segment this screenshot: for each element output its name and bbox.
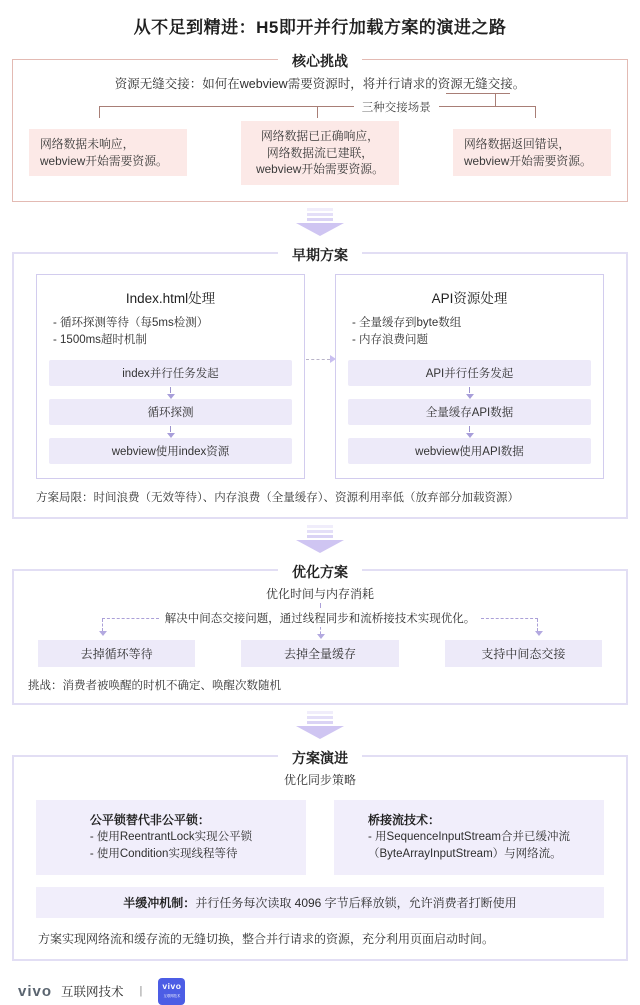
section-header-core-challenge: 核心挑战: [278, 51, 362, 71]
optimization-item-1: 去掉循环等待: [38, 640, 195, 667]
half-buffer-box: [36, 887, 604, 918]
section-header-optimization: 优化方案: [278, 562, 362, 582]
optimization-note-row: [102, 610, 538, 626]
footer: [18, 978, 640, 1005]
fair-lock-card: [36, 800, 306, 875]
fair-lock-title: 公平锁替代非公平锁：: [89, 813, 210, 828]
connector-tick-left: [99, 106, 100, 118]
flow-step: API并行任务发起: [348, 360, 591, 386]
scenario-box-2: 网络数据已正确响应， 网络数据流已建联， webview开始需要资源。: [241, 121, 399, 185]
api-flow: [348, 360, 591, 464]
flow-step: 全量缓存API数据: [348, 399, 591, 425]
down-arrow-icon: [296, 208, 344, 236]
bridge-stream-card: [334, 800, 604, 875]
half-buffer-text: 并行任务每次读取 4096 字节后释放锁，允许消费者打断使用: [195, 895, 517, 910]
section-optimization: [12, 564, 628, 705]
api-bullet-1: - 全量缓存到byte数组: [352, 316, 462, 329]
api-resource-title: API资源处理: [431, 290, 508, 306]
optimization-item-3: 支持中间态交接: [445, 640, 602, 667]
early-scheme-columns: [36, 274, 604, 480]
dashed-connector-left-icon: [102, 618, 159, 619]
optimization-items-row: [38, 640, 602, 667]
section-evolution: [12, 750, 628, 961]
index-html-column: [36, 274, 305, 480]
flow-step: webview使用API数据: [348, 438, 591, 464]
section-early-scheme: [12, 246, 628, 520]
optimization-subtitle: 优化时间与内存消耗: [14, 585, 626, 602]
bridge-stream-line-2: （ByteArrayInputStream）与网络流。: [368, 848, 562, 861]
section-core-challenge: [12, 53, 628, 202]
statement-text: 资源无缝交接：如何在webview需要资源时，将并行请求的资源: [114, 77, 463, 91]
scenario-row: [29, 121, 611, 185]
badge-subtitle: 互联网技术: [163, 994, 181, 998]
connector-tick-middle: [317, 106, 318, 118]
scenario-bracket-connector: [13, 92, 627, 119]
section-header-evolution: 方案演进: [278, 748, 362, 768]
evolution-cards-row: [36, 800, 604, 875]
statement-underline: [446, 93, 510, 94]
api-bullet-2: - 内存浪费问题: [352, 334, 429, 347]
bridge-stream-title: 桥接流技术：: [368, 813, 441, 828]
flow-step: 循环探测: [49, 399, 292, 425]
optimization-note-text: 解决中间态交接问题，通过线程同步和流桥接技术实现优化。: [159, 610, 482, 626]
section-header-early-scheme: 早期方案: [278, 245, 362, 265]
connector-uptick: [495, 93, 496, 106]
optimization-challenge-text: 挑战：消费者被唤醒的时机不确定、唤醒次数随机: [28, 680, 281, 693]
vivo-logo-badge: [158, 978, 185, 1005]
index-flow: [49, 360, 292, 464]
index-bullet-2: - 1500ms超时机制: [53, 334, 147, 347]
scenario-box-3: 网络数据返回错误， webview开始需要资源。: [453, 129, 611, 176]
optimization-item-2: 去掉全量缓存: [241, 640, 398, 667]
badge-title: vivo: [162, 981, 182, 992]
scenario-box-1: 网络数据未响应， webview开始需要资源。: [29, 129, 187, 176]
dashed-connector-right-icon: [481, 618, 538, 619]
evolution-conclusion: 方案实现网络流和缓存流的无缝切换，整合并行请求的资源，充分利用页面启动时间。: [38, 931, 495, 946]
connector-tick-right: [535, 106, 536, 118]
bridge-stream-line-1: - 用SequenceInputStream合并已缓冲流: [368, 831, 570, 844]
index-bullet-1: - 循环探测等待（每5ms检测）: [53, 316, 209, 329]
core-challenge-statement: [13, 74, 627, 92]
half-buffer-title: 半缓冲机制：: [123, 895, 196, 910]
bracket-label: 三种交接场景: [354, 99, 439, 115]
flow-step: index并行任务发起: [49, 360, 292, 386]
footer-divider: |: [139, 985, 143, 998]
evolution-subtitle: 优化同步策略: [283, 773, 356, 788]
flow-step: webview使用index资源: [49, 438, 292, 464]
fair-lock-line-1: - 使用ReentrantLock实现公平锁: [89, 831, 253, 844]
footer-brand-suffix: 互联网技术: [61, 985, 124, 1000]
statement-underlined-text: 无缝交接。: [462, 77, 526, 91]
index-html-title: Index.html处理: [125, 290, 216, 306]
fair-lock-line-2: - 使用Condition实现线程等待: [89, 848, 238, 861]
api-resource-column: [335, 274, 604, 480]
down-arrow-icon: [296, 525, 344, 553]
scheme-limitation-text: 方案局限：时间浪费（无效等待）、内存浪费（全量缓存）、资源利用率低（放弃部分加载资源）: [36, 492, 519, 505]
page-title: 从不足到精进：H5即开并行加载方案的演进之路: [133, 18, 507, 37]
dashed-arrow-right-icon: [306, 359, 330, 360]
vivo-logotype: vivo: [18, 982, 53, 1000]
down-arrow-icon: [296, 711, 344, 739]
